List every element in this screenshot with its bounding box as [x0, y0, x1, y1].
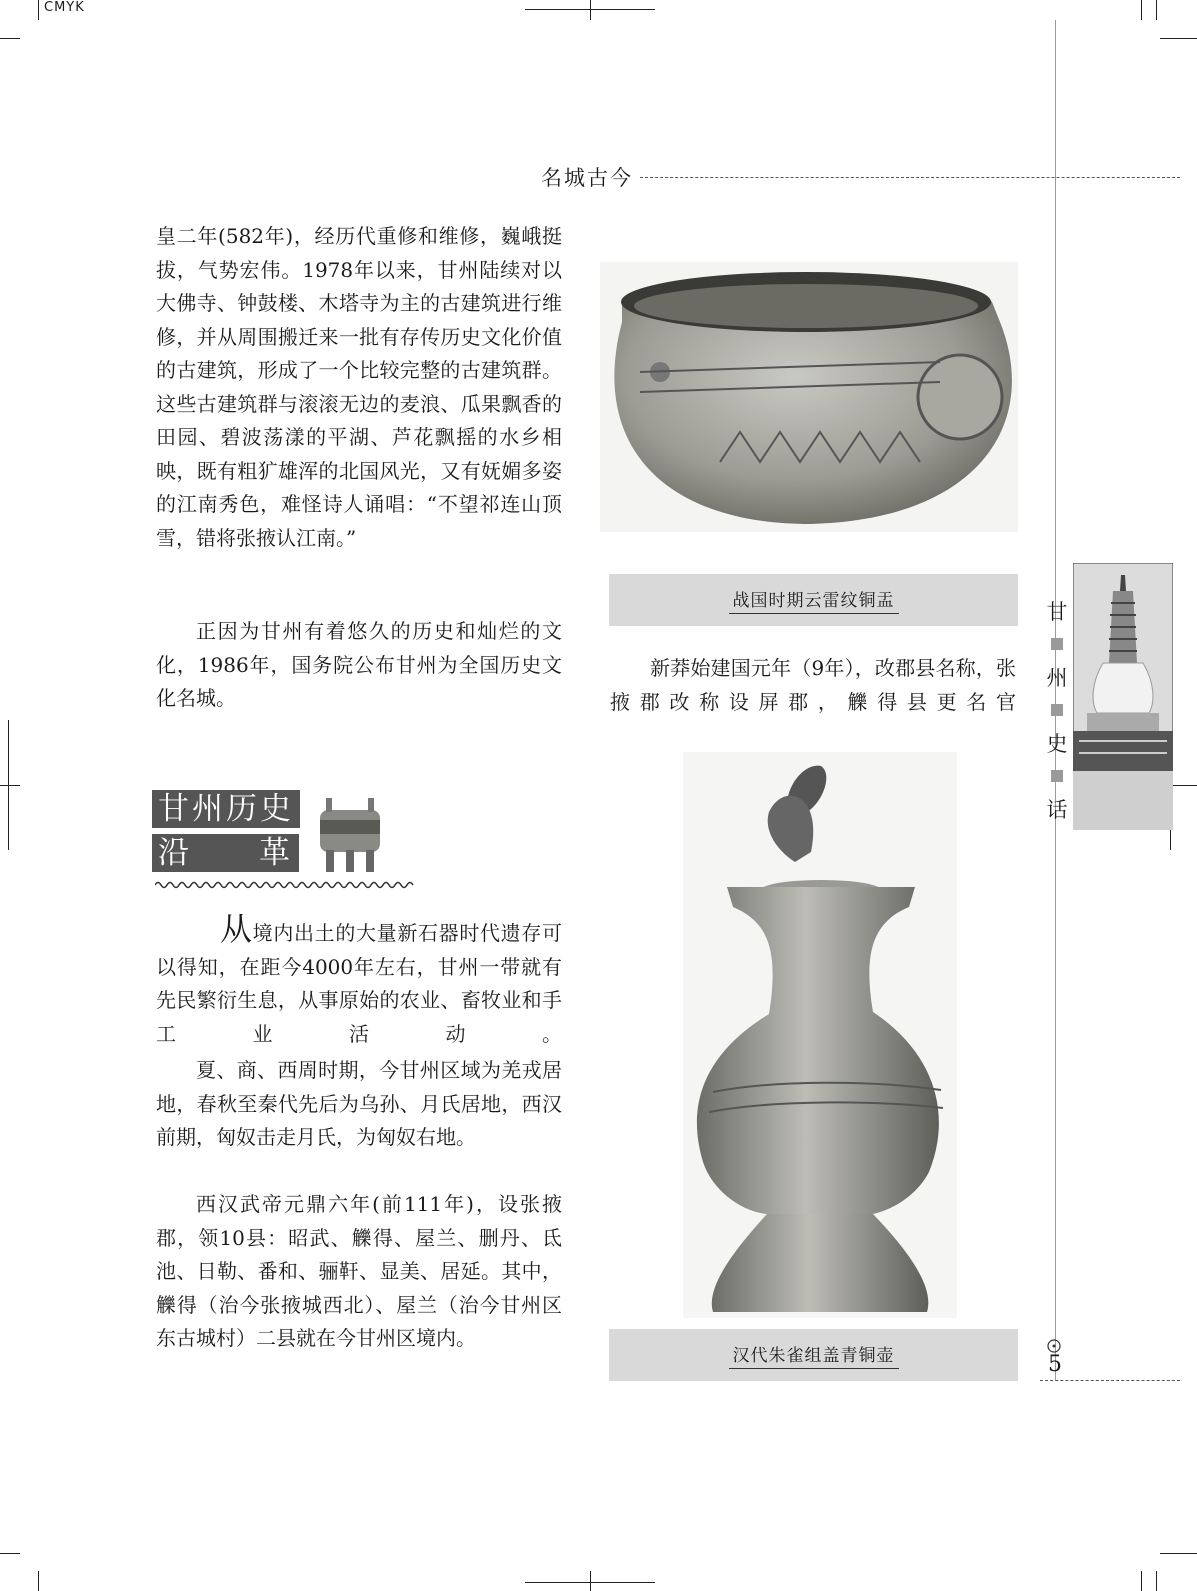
crop-mark — [0, 1553, 20, 1554]
page-number: 5 — [1048, 1352, 1062, 1377]
side-tab-char: 史 — [1046, 732, 1068, 756]
section-heading-line1: 甘州历史 — [152, 790, 300, 828]
registration-mark — [590, 0, 591, 20]
crop-mark — [1160, 38, 1197, 39]
crop-mark — [1156, 1571, 1157, 1591]
vase-caption-text: 汉代朱雀组盖青铜壶 — [729, 1341, 899, 1369]
body-paragraph: 皇二年(582年)，经历代重修和维修，巍峨挺拔，气势宏伟。1978年以来，甘州陆续对以大佛寺、钟鼓楼、木塔寺为主的古建筑进行维修，并从周围搬迁来一批有存传历史文化价值的古建筑，形成了一个比较完整的古建筑群。这些古建筑群与滚滚无边的麦浪、瓜果飘香的田园、碧波荡漾的平湖、芦花飘摇的水乡相映，既有粗犷雄浑的北国风光，又有妩媚多姿的江南秀色，难怪诗人诵唱：“不望祁连山顶雪，错将张掖认江南。” — [156, 224, 562, 550]
header-section-title: 名城古今 — [541, 166, 633, 190]
crop-mark — [1160, 1553, 1197, 1554]
pagoda-photo — [1073, 563, 1173, 830]
side-tab-label — [1043, 596, 1071, 824]
crop-mark — [38, 0, 39, 20]
body-paragraph: 正因为甘州有着悠久的历史和灿烂的文化，1986年，国务院公布甘州为全国历史文化名城。 — [156, 619, 562, 710]
bowl-caption — [609, 574, 1018, 626]
ding-vessel-icon — [312, 796, 388, 876]
side-tab-char: 话 — [1046, 798, 1068, 822]
body-paragraph: 西汉武帝元鼎六年(前111年)，设张掖郡，领10县：昭武、觻得、屋兰、删丹、氐池、日勒、番和、骊靬、显美、居延。其中，觻得（治今张掖城西北）、屋兰（治今甘州区东古城村）二县就在今甘州区境内。 — [156, 1192, 562, 1350]
crop-mark — [1141, 1571, 1142, 1591]
section-heading-line2 — [152, 834, 299, 872]
bronze-vase-photo — [683, 752, 957, 1318]
cmyk-mark: CMYK — [44, 0, 85, 15]
dropcap: 从 — [220, 910, 253, 948]
registration-mark — [590, 1571, 591, 1591]
square-bullet-icon — [1051, 638, 1063, 650]
square-bullet-icon — [1051, 704, 1063, 716]
side-tab-char: 甘 — [1046, 600, 1068, 624]
paragraph-text: 境内出土的大量新石器时代遗存可以得知，在距今4000年左右，甘州一带就有先民繁衍生息，从事原始的农业、畜牧业和手工业活动。 — [156, 921, 562, 1046]
body-paragraph: 夏、商、西周时期，今甘州区域为羌戎居地，春秋至秦代先后为乌孙、月氏居地，西汉前期，匈奴击走月氏，为匈奴右地。 — [156, 1058, 562, 1149]
wavy-divider — [155, 880, 417, 890]
body-paragraph: 新莽始建国元年（9年），改郡县名称，张掖郡改称设屏郡，觻得县更名官 — [610, 656, 1016, 714]
square-bullet-icon — [1051, 770, 1063, 782]
bronze-bowl-photo — [600, 262, 1018, 532]
registration-mark — [0, 785, 20, 786]
crop-mark — [1141, 0, 1142, 20]
bowl-caption-text: 战国时期云雷纹铜盂 — [729, 586, 899, 614]
vase-caption — [609, 1329, 1018, 1381]
footer-dashed-line — [1040, 1380, 1180, 1381]
crop-mark — [1156, 0, 1157, 20]
crop-mark — [38, 1571, 39, 1591]
section-heading-char: 革 — [259, 835, 293, 871]
side-tab-char: 州 — [1046, 666, 1068, 690]
section-heading-char: 沿 — [158, 835, 192, 871]
crop-mark — [0, 38, 20, 39]
body-paragraph — [156, 910, 562, 1051]
header-dashed-line — [640, 177, 1180, 178]
